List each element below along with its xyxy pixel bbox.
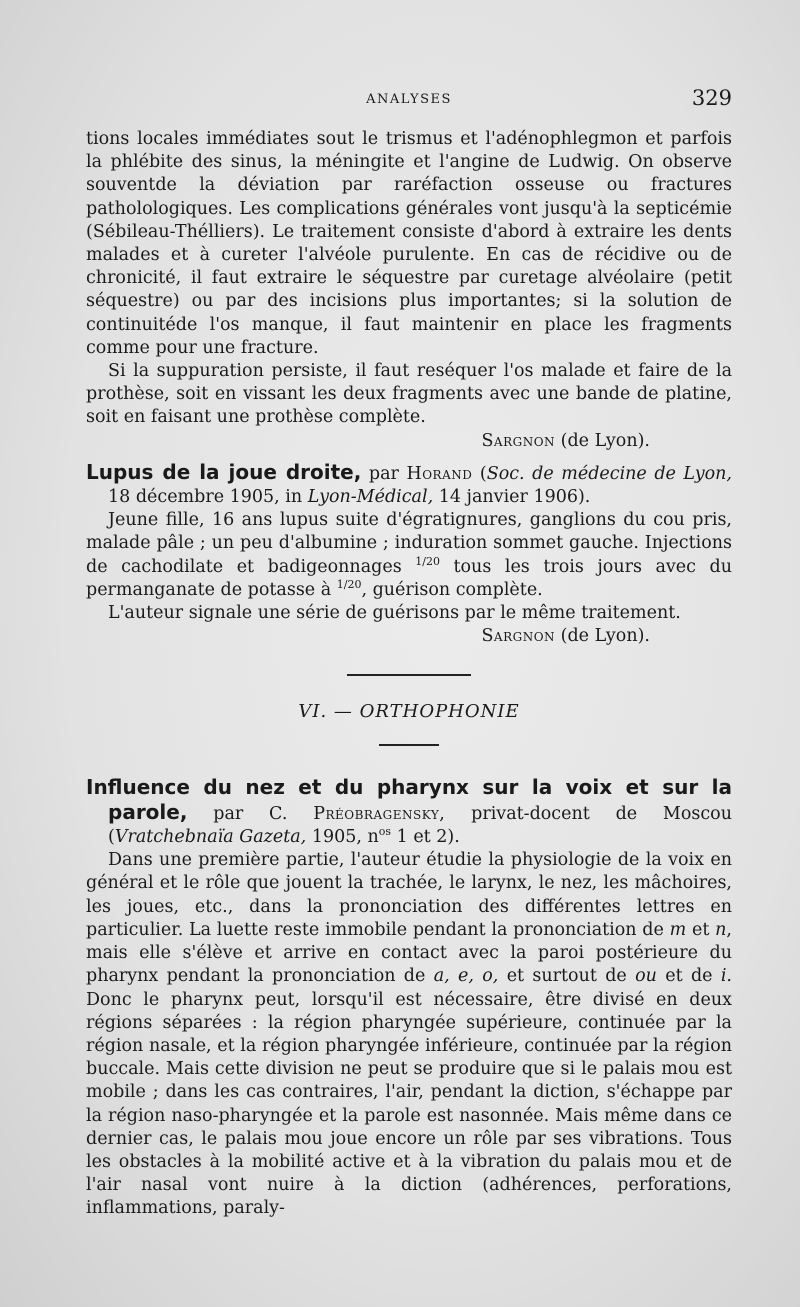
signature-name: Sargnon [481,626,556,647]
article1-paragraph1: tions locales immédiates sout le trismus et l'adénophlegmon et parfois la phlébite des sinus, la méningite et l'angine de Ludwig. On observe souventde la déviation par raréfaction osseuse ou fractures patholologiques. Les complications générales vont jusqu'à la septicémie (Sébileau-Thélliers). Le traitement consiste d'abord à extraire les dents malades et à cureter l'alvéole purulente. En cas de récidive ou de chronicité, il faut extraire le séquestre par curetage alvéolaire (petit séquestre) ou par des incisions plus importantes; si la solution de continuitéde l'os manque, il faut maintenir en place les fragments comme pour une fracture. [86,129,732,358]
signature-place: (de Lyon). [560,626,650,647]
article3-text-c: et surtout de [506,966,627,987]
article3-by: par C. [213,803,288,824]
signature-place: (de Lyon). [560,430,650,451]
article3-heading [86,776,732,850]
article3-author: Préobragensky, [313,803,446,824]
article2-title: Lupus de la joue droite, [86,459,362,484]
article3-ref-b: 1905, n [311,827,379,848]
article3-ref-sup: os [378,825,392,839]
letter-n: n [715,919,727,940]
article2-by: par [368,463,399,484]
section-rule-top [347,674,471,676]
article2-heading [86,461,732,509]
fraction-sup2: 1/20 [336,578,362,592]
article3-text-b: , mais elle s'élève et arrive en contact avec la paroi postérieure du pharynx pendant la prononciation de [86,919,732,987]
article1-signature [86,430,650,453]
article2-text-c: , guérison complète. [361,579,543,600]
page-number: 329 [691,86,732,110]
article2-paragraph1 [86,509,732,602]
article1-paragraph2: Si la suppuration persiste, il faut reséquer l'os malade et faire de la prothèse, soit en vissant les deux fragments avec une bande de platine, soit en faisant une prothèse complète. [86,361,732,428]
article3-title: Influence du nez et du pharynx sur la voix et sur la parole, [86,774,732,824]
article2-paragraph2: L'auteur signale une série de guérisons par le même traitement. [108,603,681,624]
section-rule-bottom [379,744,439,746]
article3-et2: et de [665,966,713,987]
article3-ref-journal: Vratchebnaïa Gazeta, [114,827,307,848]
article3-text-a: Dans une première partie, l'auteur étudie la physiologie de la voix en général et le rôle que jouent la trachée, le larynx, le nez, les mâchoires, les joues, etc., dans la prononciation des différentes lettres en particulier. La luette reste immobile pendant la prononciation de [86,850,732,940]
article3-text-d: Donc le pharynx peut, lorsqu'il est nécessaire, être divisé en deux régions séparées : la région pharyngée supérieure, continuée par la région nasale, et la région pharyngée inférieure, continuée par la région buccale. Mais cette division ne peut se produire que si le palais mou est mobile ; dans les cas contraires, l'air, pendant la diction, s'échappe par la région naso-pharyngée et la parole est nasonnée. Mais même dans ce dernier cas, le palais mou joue encore un rôle par ses vibrations. Tous les obstacles à la mobilité active et à la vibration du palais mou et de l'air nasal vont nuire à la diction (adhérences, perforations, inflammations, paraly- [86,989,732,1219]
article3-ref-a: privat-docent de Moscou ( [108,803,732,848]
letters-ou: ou [635,966,657,987]
article2-ref-date2: 14 janvier 1906). [438,487,591,508]
article2-ref-journal: Soc. de médecine de Lyon, [486,463,732,484]
article3-ref-c: 1 et 2). [396,827,460,848]
article3-paragraph1 [86,849,732,1220]
letter-m: m [669,919,687,940]
article2-text-b: tous les trois jours avec du permanganate de potasse à [86,556,732,600]
section-heading: VI. — ORTHOPHONIE [298,701,520,723]
letters-aeo: a, e, o, [433,966,499,987]
page-body [86,128,732,1221]
article2-text-a: Jeune fille, 16 ans lupus suite d'égratignures, ganglions du cou pris, malade pâle ; un peu d'albumine ; induration sommet gauche. Injections de cachodilate et badigeonnages [86,510,732,577]
article2-author: Horand [406,463,473,484]
article2-ref-date: 18 décembre 1905, in [108,487,303,508]
article2-ref-open: ( [479,463,487,484]
article2-ref-journal2: Lyon-Médical, [307,487,434,508]
running-head: ANALYSES [366,92,452,107]
letter-i: i. [720,966,732,987]
article2-signature [86,625,650,648]
signature-name: Sargnon [481,430,556,451]
page-header [86,86,732,116]
fraction-sup1: 1/20 [415,554,440,568]
article3-et1: et [691,919,710,940]
